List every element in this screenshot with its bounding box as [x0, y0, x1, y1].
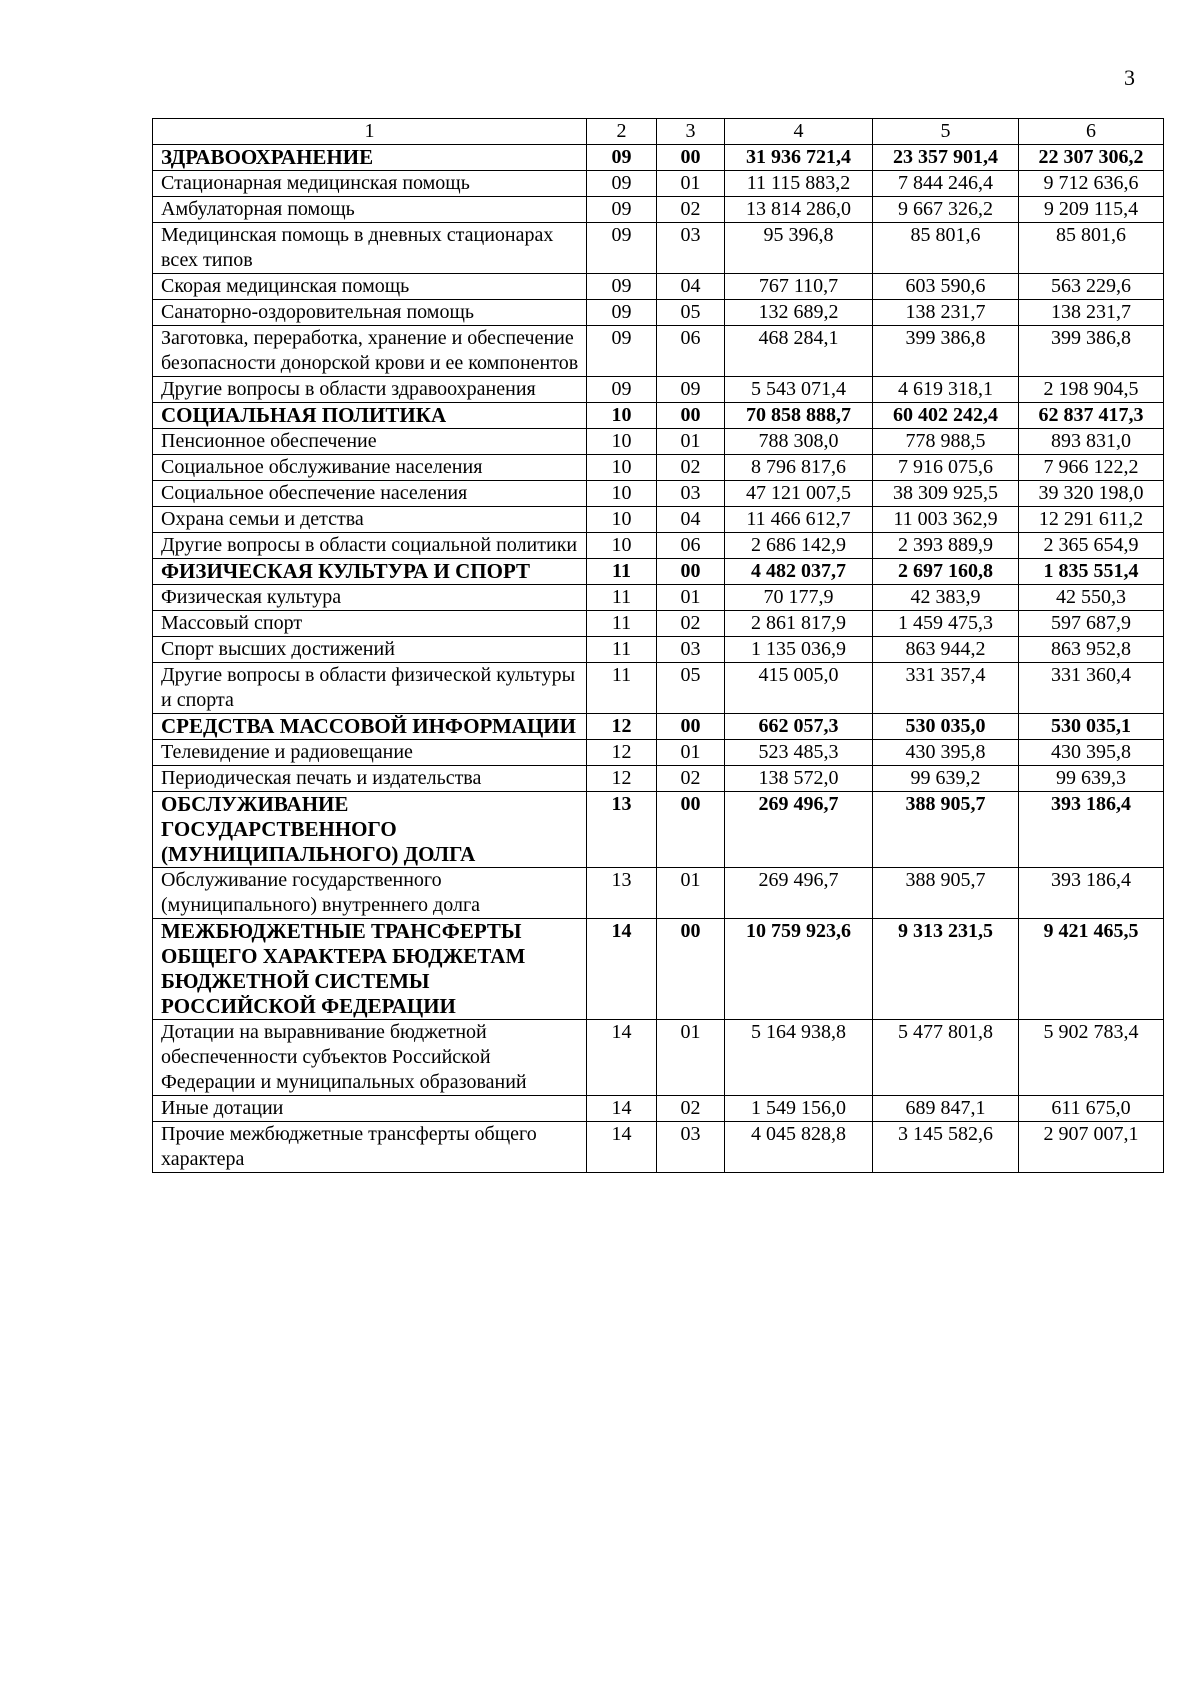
section-code-cell: 10: [587, 507, 657, 533]
amount-col4-cell: 788 308,0: [725, 429, 873, 455]
amount-col4-cell: 1 135 036,9: [725, 637, 873, 663]
table-row: [153, 455, 1164, 481]
amount-col6-cell: 9 421 465,5: [1019, 919, 1164, 1020]
amount-col6-cell: 138 231,7: [1019, 300, 1164, 326]
section-code-cell: 11: [587, 663, 657, 714]
section-code-cell: 14: [587, 1020, 657, 1096]
subsection-code-cell: 01: [657, 740, 725, 766]
subsection-code-cell: 03: [657, 481, 725, 507]
subsection-code-cell: 05: [657, 300, 725, 326]
subsection-code-cell: 00: [657, 559, 725, 585]
amount-col5-cell: 42 383,9: [873, 585, 1019, 611]
section-code-cell: 14: [587, 919, 657, 1020]
section-code-cell: 09: [587, 274, 657, 300]
table-row: [153, 1096, 1164, 1122]
row-name-cell: Охрана семьи и детства: [153, 507, 587, 533]
subsection-code-cell: 02: [657, 611, 725, 637]
amount-col5-cell: 603 590,6: [873, 274, 1019, 300]
section-code-cell: 09: [587, 145, 657, 171]
table-row: [153, 663, 1164, 714]
amount-col6-cell: 893 831,0: [1019, 429, 1164, 455]
amount-col5-cell: 7 916 075,6: [873, 455, 1019, 481]
amount-col4-cell: 11 115 883,2: [725, 171, 873, 197]
amount-col5-cell: 23 357 901,4: [873, 145, 1019, 171]
amount-col4-cell: 767 110,7: [725, 274, 873, 300]
subsection-code-cell: 04: [657, 507, 725, 533]
section-code-cell: 11: [587, 611, 657, 637]
section-code-cell: 09: [587, 223, 657, 274]
section-code-cell: 11: [587, 559, 657, 585]
table-row: [153, 637, 1164, 663]
subsection-code-cell: 02: [657, 766, 725, 792]
amount-col5-cell: 7 844 246,4: [873, 171, 1019, 197]
subsection-code-cell: 02: [657, 197, 725, 223]
subsection-code-cell: 09: [657, 377, 725, 403]
amount-col5-cell: 331 357,4: [873, 663, 1019, 714]
amount-col5-cell: 2 697 160,8: [873, 559, 1019, 585]
amount-col4-cell: 468 284,1: [725, 326, 873, 377]
amount-col4-cell: 95 396,8: [725, 223, 873, 274]
amount-col4-cell: 138 572,0: [725, 766, 873, 792]
amount-col6-cell: 393 186,4: [1019, 792, 1164, 868]
row-name-cell: Другие вопросы в области социальной политики: [153, 533, 587, 559]
table-row: [153, 585, 1164, 611]
section-code-cell: 10: [587, 429, 657, 455]
subsection-code-cell: 02: [657, 1096, 725, 1122]
header-cell: 6: [1019, 119, 1164, 145]
amount-col6-cell: 62 837 417,3: [1019, 403, 1164, 429]
section-code-cell: 09: [587, 171, 657, 197]
section-code-cell: 12: [587, 766, 657, 792]
amount-col6-cell: 611 675,0: [1019, 1096, 1164, 1122]
row-name-cell: Спорт высших достижений: [153, 637, 587, 663]
section-code-cell: 14: [587, 1122, 657, 1173]
table-row: [153, 533, 1164, 559]
amount-col6-cell: 85 801,6: [1019, 223, 1164, 274]
section-row: [153, 919, 1164, 1020]
row-name-cell: Стационарная медицинская помощь: [153, 171, 587, 197]
table-body: [153, 119, 1164, 1173]
amount-col4-cell: 523 485,3: [725, 740, 873, 766]
section-code-cell: 10: [587, 403, 657, 429]
section-code-cell: 13: [587, 868, 657, 919]
table-row: [153, 171, 1164, 197]
row-name-cell: Амбулаторная помощь: [153, 197, 587, 223]
amount-col6-cell: 5 902 783,4: [1019, 1020, 1164, 1096]
table-row: [153, 326, 1164, 377]
header-cell: 4: [725, 119, 873, 145]
section-code-cell: 11: [587, 585, 657, 611]
page-number: 3: [1124, 65, 1135, 90]
amount-col5-cell: 430 395,8: [873, 740, 1019, 766]
row-name-cell: СОЦИАЛЬНАЯ ПОЛИТИКА: [153, 403, 587, 429]
subsection-code-cell: 01: [657, 585, 725, 611]
amount-col4-cell: 4 482 037,7: [725, 559, 873, 585]
table-row: [153, 766, 1164, 792]
amount-col4-cell: 1 549 156,0: [725, 1096, 873, 1122]
amount-col6-cell: 2 198 904,5: [1019, 377, 1164, 403]
section-code-cell: 12: [587, 714, 657, 740]
row-name-cell: Прочие межбюджетные трансферты общего характера: [153, 1122, 587, 1173]
amount-col4-cell: 8 796 817,6: [725, 455, 873, 481]
subsection-code-cell: 00: [657, 919, 725, 1020]
amount-col5-cell: 60 402 242,4: [873, 403, 1019, 429]
section-code-cell: 10: [587, 533, 657, 559]
amount-col5-cell: 85 801,6: [873, 223, 1019, 274]
amount-col4-cell: 269 496,7: [725, 792, 873, 868]
amount-col6-cell: 863 952,8: [1019, 637, 1164, 663]
table-row: [153, 274, 1164, 300]
subsection-code-cell: 00: [657, 145, 725, 171]
row-name-cell: Обслуживание государственного (муниципального) внутреннего долга: [153, 868, 587, 919]
subsection-code-cell: 01: [657, 171, 725, 197]
amount-col4-cell: 662 057,3: [725, 714, 873, 740]
section-code-cell: 13: [587, 792, 657, 868]
subsection-code-cell: 03: [657, 223, 725, 274]
table-row: [153, 223, 1164, 274]
amount-col5-cell: 3 145 582,6: [873, 1122, 1019, 1173]
amount-col6-cell: 1 835 551,4: [1019, 559, 1164, 585]
row-name-cell: Иные дотации: [153, 1096, 587, 1122]
amount-col5-cell: 388 905,7: [873, 868, 1019, 919]
subsection-code-cell: 05: [657, 663, 725, 714]
amount-col5-cell: 863 944,2: [873, 637, 1019, 663]
row-name-cell: Санаторно-оздоровительная помощь: [153, 300, 587, 326]
table-row: [153, 1122, 1164, 1173]
amount-col4-cell: 415 005,0: [725, 663, 873, 714]
table-row: [153, 740, 1164, 766]
amount-col5-cell: 778 988,5: [873, 429, 1019, 455]
subsection-code-cell: 01: [657, 429, 725, 455]
row-name-cell: ФИЗИЧЕСКАЯ КУЛЬТУРА И СПОРТ: [153, 559, 587, 585]
subsection-code-cell: 00: [657, 714, 725, 740]
header-cell: 5: [873, 119, 1019, 145]
section-code-cell: 14: [587, 1096, 657, 1122]
amount-col5-cell: 9 667 326,2: [873, 197, 1019, 223]
amount-col4-cell: 2 861 817,9: [725, 611, 873, 637]
row-name-cell: МЕЖБЮДЖЕТНЫЕ ТРАНСФЕРТЫ ОБЩЕГО ХАРАКТЕРА БЮДЖЕТАМ БЮДЖЕТНОЙ СИСТЕМЫ РОССИЙСКОЙ ФЕДЕРАЦИИ: [153, 919, 587, 1020]
amount-col6-cell: 331 360,4: [1019, 663, 1164, 714]
subsection-code-cell: 06: [657, 533, 725, 559]
row-name-cell: Социальное обеспечение населения: [153, 481, 587, 507]
table-row: [153, 868, 1164, 919]
row-name-cell: Пенсионное обеспечение: [153, 429, 587, 455]
amount-col4-cell: 269 496,7: [725, 868, 873, 919]
section-code-cell: 10: [587, 455, 657, 481]
row-name-cell: Физическая культура: [153, 585, 587, 611]
amount-col6-cell: 597 687,9: [1019, 611, 1164, 637]
table-row: [153, 1020, 1164, 1096]
amount-col4-cell: 70 858 888,7: [725, 403, 873, 429]
subsection-code-cell: 01: [657, 868, 725, 919]
row-name-cell: Другие вопросы в области здравоохранения: [153, 377, 587, 403]
table-row: [153, 429, 1164, 455]
table-row: [153, 611, 1164, 637]
section-code-cell: 09: [587, 326, 657, 377]
amount-col5-cell: 2 393 889,9: [873, 533, 1019, 559]
subsection-code-cell: 03: [657, 1122, 725, 1173]
section-code-cell: 10: [587, 481, 657, 507]
section-code-cell: 11: [587, 637, 657, 663]
section-code-cell: 09: [587, 197, 657, 223]
section-code-cell: 09: [587, 300, 657, 326]
amount-col4-cell: 132 689,2: [725, 300, 873, 326]
amount-col5-cell: 530 035,0: [873, 714, 1019, 740]
amount-col6-cell: 530 035,1: [1019, 714, 1164, 740]
amount-col4-cell: 5 164 938,8: [725, 1020, 873, 1096]
amount-col6-cell: 12 291 611,2: [1019, 507, 1164, 533]
row-name-cell: Другие вопросы в области физической культуры и спорта: [153, 663, 587, 714]
amount-col6-cell: 42 550,3: [1019, 585, 1164, 611]
row-name-cell: Скорая медицинская помощь: [153, 274, 587, 300]
subsection-code-cell: 00: [657, 792, 725, 868]
table-row: [153, 197, 1164, 223]
amount-col6-cell: 9 712 636,6: [1019, 171, 1164, 197]
amount-col5-cell: 4 619 318,1: [873, 377, 1019, 403]
subsection-code-cell: 01: [657, 1020, 725, 1096]
row-name-cell: Социальное обслуживание населения: [153, 455, 587, 481]
subsection-code-cell: 00: [657, 403, 725, 429]
row-name-cell: Заготовка, переработка, хранение и обеспечение безопасности донорской крови и ее компонентов: [153, 326, 587, 377]
amount-col6-cell: 430 395,8: [1019, 740, 1164, 766]
amount-col6-cell: 563 229,6: [1019, 274, 1164, 300]
amount-col5-cell: 38 309 925,5: [873, 481, 1019, 507]
subsection-code-cell: 06: [657, 326, 725, 377]
amount-col5-cell: 99 639,2: [873, 766, 1019, 792]
amount-col5-cell: 138 231,7: [873, 300, 1019, 326]
amount-col5-cell: 388 905,7: [873, 792, 1019, 868]
amount-col4-cell: 4 045 828,8: [725, 1122, 873, 1173]
amount-col5-cell: 399 386,8: [873, 326, 1019, 377]
amount-col4-cell: 13 814 286,0: [725, 197, 873, 223]
section-code-cell: 12: [587, 740, 657, 766]
header-cell: 1: [153, 119, 587, 145]
header-cell: 3: [657, 119, 725, 145]
subsection-code-cell: 04: [657, 274, 725, 300]
amount-col5-cell: 5 477 801,8: [873, 1020, 1019, 1096]
amount-col4-cell: 2 686 142,9: [725, 533, 873, 559]
row-name-cell: Периодическая печать и издательства: [153, 766, 587, 792]
amount-col6-cell: 2 365 654,9: [1019, 533, 1164, 559]
amount-col4-cell: 11 466 612,7: [725, 507, 873, 533]
amount-col4-cell: 47 121 007,5: [725, 481, 873, 507]
section-code-cell: 09: [587, 377, 657, 403]
table-row: [153, 377, 1164, 403]
amount-col6-cell: 9 209 115,4: [1019, 197, 1164, 223]
row-name-cell: Дотации на выравнивание бюджетной обеспеченности субъектов Российской Федерации и муниципальных образований: [153, 1020, 587, 1096]
section-row: [153, 792, 1164, 868]
row-name-cell: ЗДРАВООХРАНЕНИЕ: [153, 145, 587, 171]
amount-col5-cell: 1 459 475,3: [873, 611, 1019, 637]
amount-col6-cell: 399 386,8: [1019, 326, 1164, 377]
row-name-cell: Массовый спорт: [153, 611, 587, 637]
table-row: [153, 481, 1164, 507]
amount-col4-cell: 31 936 721,4: [725, 145, 873, 171]
section-row: [153, 403, 1164, 429]
header-cell: 2: [587, 119, 657, 145]
amount-col5-cell: 689 847,1: [873, 1096, 1019, 1122]
row-name-cell: СРЕДСТВА МАССОВОЙ ИНФОРМАЦИИ: [153, 714, 587, 740]
amount-col4-cell: 10 759 923,6: [725, 919, 873, 1020]
row-name-cell: ОБСЛУЖИВАНИЕ ГОСУДАРСТВЕННОГО (МУНИЦИПАЛЬНОГО) ДОЛГА: [153, 792, 587, 868]
amount-col6-cell: 99 639,3: [1019, 766, 1164, 792]
table-row: [153, 300, 1164, 326]
amount-col5-cell: 11 003 362,9: [873, 507, 1019, 533]
section-row: [153, 145, 1164, 171]
amount-col6-cell: 2 907 007,1: [1019, 1122, 1164, 1173]
row-name-cell: Телевидение и радиовещание: [153, 740, 587, 766]
amount-col6-cell: 39 320 198,0: [1019, 481, 1164, 507]
amount-col6-cell: 7 966 122,2: [1019, 455, 1164, 481]
amount-col4-cell: 70 177,9: [725, 585, 873, 611]
amount-col6-cell: 22 307 306,2: [1019, 145, 1164, 171]
table-header-row: [153, 119, 1164, 145]
row-name-cell: Медицинская помощь в дневных стационарах всех типов: [153, 223, 587, 274]
amount-col6-cell: 393 186,4: [1019, 868, 1164, 919]
subsection-code-cell: 03: [657, 637, 725, 663]
amount-col5-cell: 9 313 231,5: [873, 919, 1019, 1020]
section-row: [153, 714, 1164, 740]
amount-col4-cell: 5 543 071,4: [725, 377, 873, 403]
budget-table: [152, 118, 1164, 1173]
table-row: [153, 507, 1164, 533]
subsection-code-cell: 02: [657, 455, 725, 481]
section-row: [153, 559, 1164, 585]
